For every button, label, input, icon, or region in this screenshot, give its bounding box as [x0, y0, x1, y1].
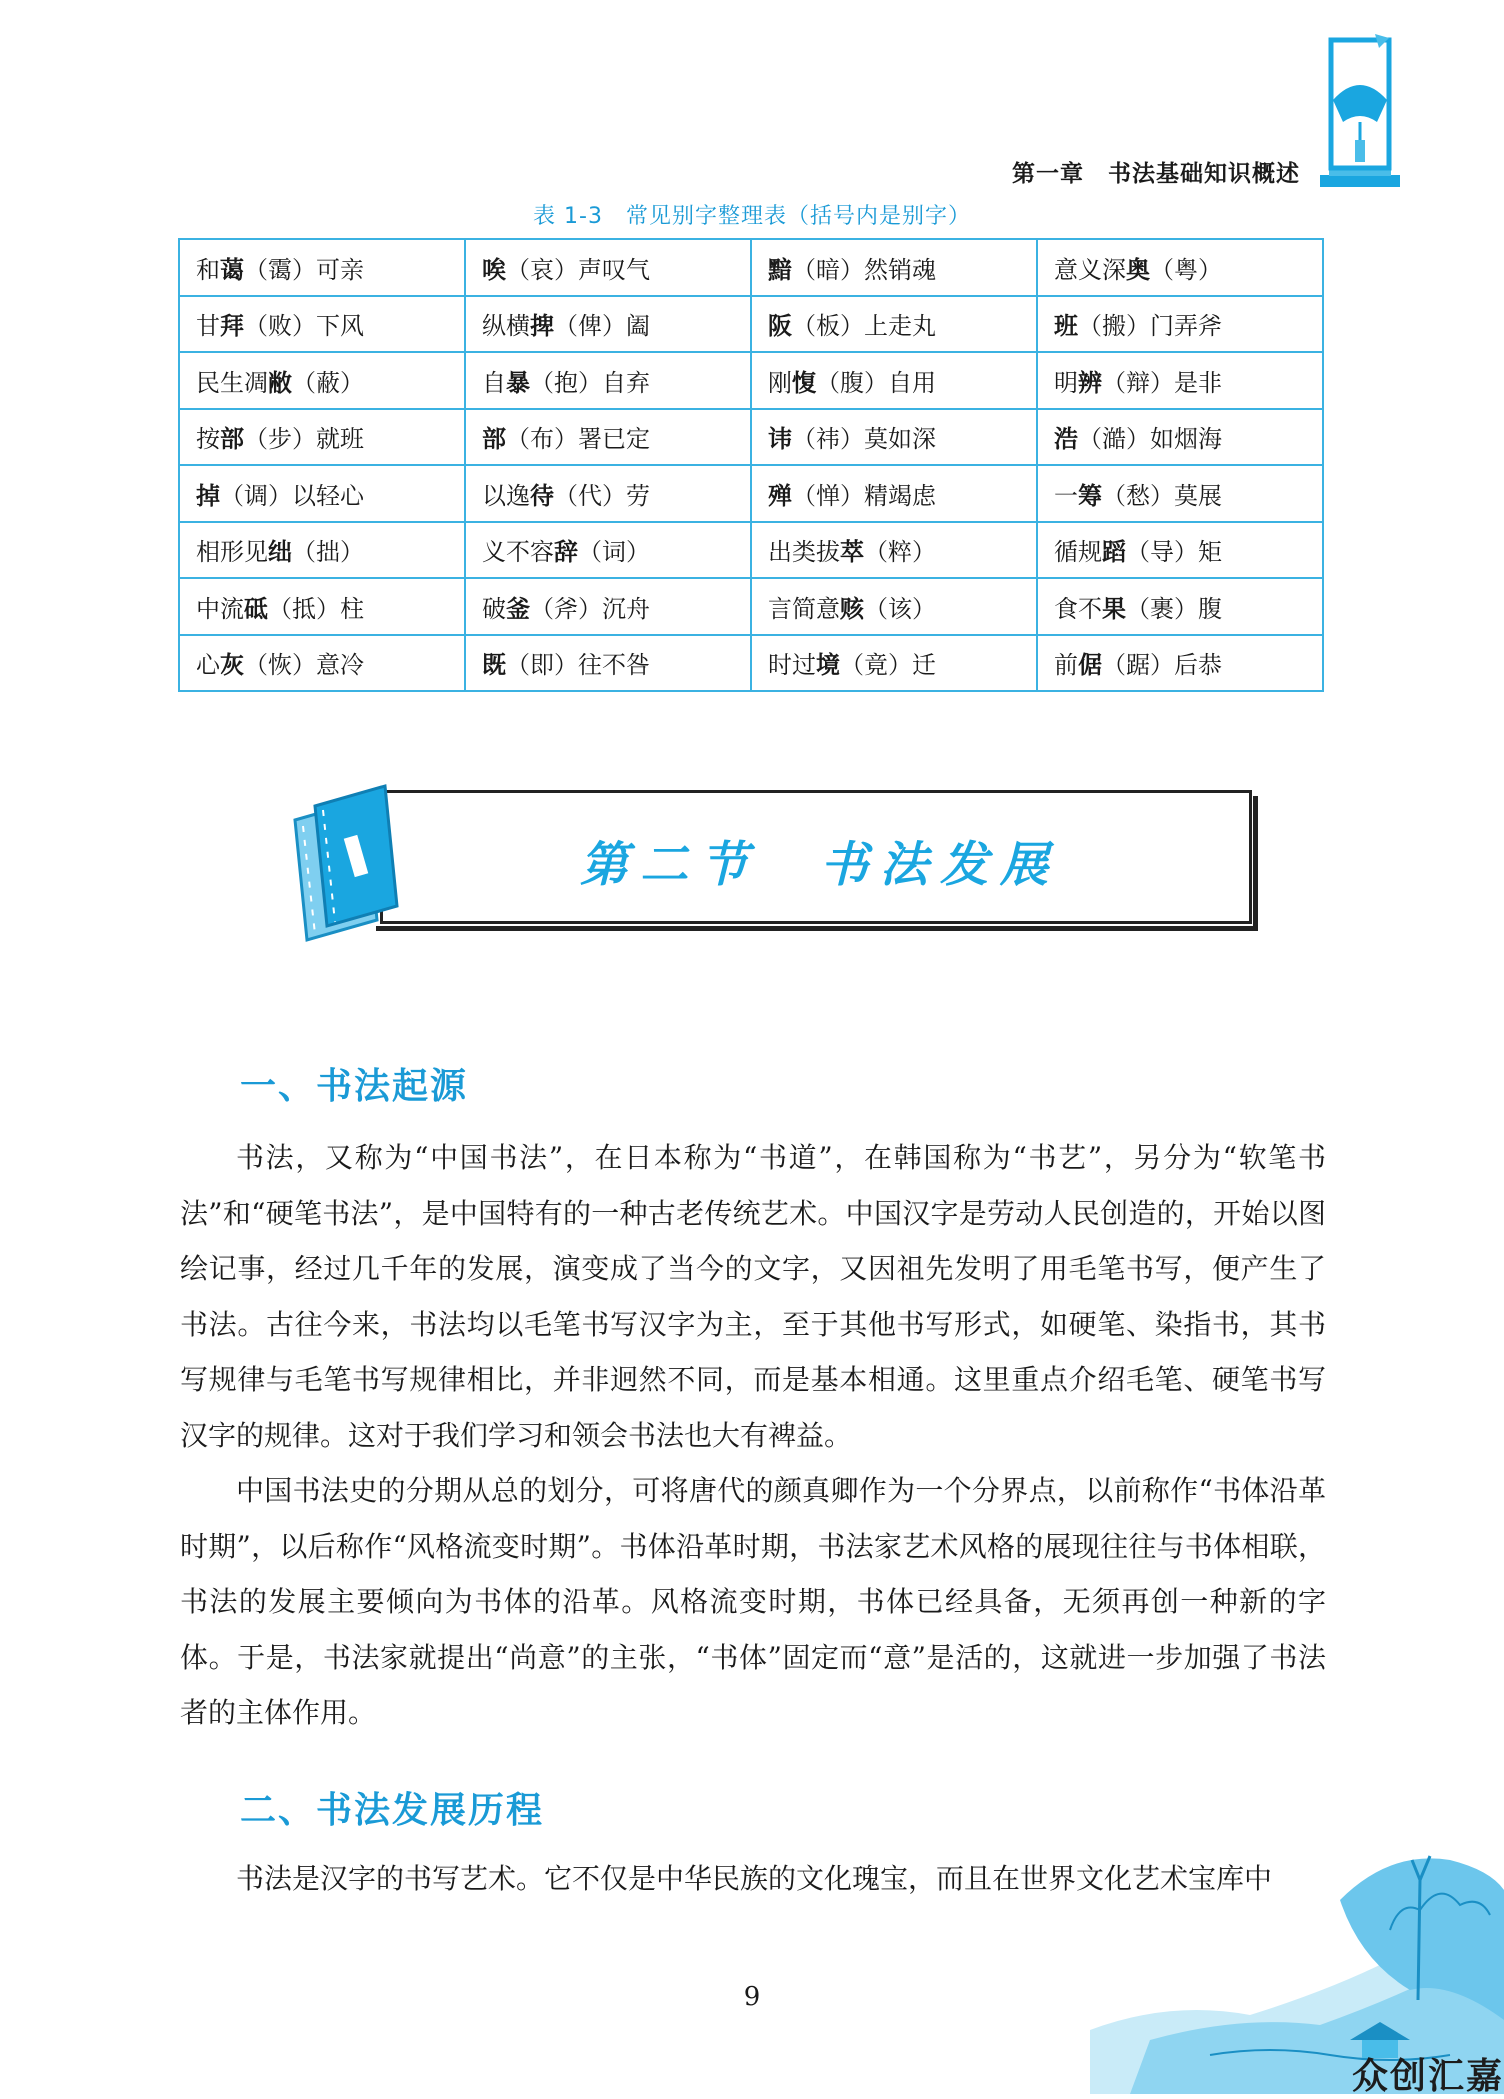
table-cell — [1037, 578, 1323, 635]
table-cell — [1037, 352, 1323, 409]
cell-suffix: （祎）莫如深 — [792, 425, 936, 454]
cell-suffix: （惮）精竭虑 — [792, 481, 936, 510]
correct-character: 捭 — [530, 311, 554, 341]
correct-character: 果 — [1102, 593, 1126, 623]
table-cell — [179, 465, 465, 522]
correct-character: 殚 — [768, 480, 792, 510]
table-cell — [179, 578, 465, 635]
cell-suffix: （步）就班 — [244, 425, 364, 454]
watermark-logo: 众创汇嘉 — [1351, 2056, 1504, 2097]
correct-character: 浩 — [1054, 424, 1078, 454]
cell-suffix: （导）矩 — [1126, 538, 1222, 567]
cell-prefix: 纵横 — [482, 312, 530, 341]
cell-prefix: 出类拔 — [768, 538, 840, 567]
table-row — [179, 635, 1323, 692]
correct-character: 釜 — [506, 593, 530, 623]
cell-suffix: （辩）是非 — [1102, 368, 1222, 397]
correct-character: 灰 — [220, 650, 244, 680]
table-row — [179, 578, 1323, 635]
correct-character: 部 — [482, 424, 506, 454]
correct-character: 倨 — [1078, 650, 1102, 680]
table-cell — [179, 296, 465, 353]
paragraph: 中国书法史的分期从总的划分，可将唐代的颜真卿作为一个分界点，以前称作“书体沿革时期”，以后称作“风格流变时期”。书体沿革时期，书法家艺术风格的展现往往与书体相联，书法的发展主要倾向为书体的沿革。风格流变时期，书体已经具备，无须再创一种新的字体。于是，书法家就提出“尚意”的主张，“书体”固定而“意”是活的，这就进一步加强了书法者的主体作用。 — [180, 1474, 1326, 1729]
correct-character: 班 — [1054, 311, 1078, 341]
table-row — [179, 409, 1323, 466]
cell-prefix: 时过 — [768, 651, 816, 680]
cell-prefix: 明 — [1054, 368, 1078, 397]
correct-character: 萃 — [840, 537, 864, 567]
table-cell — [465, 352, 751, 409]
cell-suffix: （代）劳 — [554, 481, 650, 510]
table-cell — [751, 465, 1037, 522]
table-cell — [465, 465, 751, 522]
cell-suffix: （粤） — [1150, 255, 1222, 284]
vocab-table — [178, 238, 1324, 692]
table-cell — [1037, 465, 1323, 522]
table-cell — [751, 635, 1037, 692]
cell-prefix: 意义深 — [1054, 255, 1126, 284]
correct-character: 境 — [816, 650, 840, 680]
cell-suffix: （抱）自弃 — [530, 368, 650, 397]
cell-suffix: （板）上走丸 — [792, 312, 936, 341]
correct-character: 愎 — [792, 367, 816, 397]
table-cell — [465, 578, 751, 635]
table-cell — [1037, 239, 1323, 296]
cell-prefix: 甘 — [196, 312, 220, 341]
table-cell — [465, 635, 751, 692]
chapter-header: 第一章 书法基础知识概述 — [1012, 160, 1300, 187]
correct-character: 赅 — [840, 593, 864, 623]
cell-suffix: （该） — [864, 594, 936, 623]
correct-character: 阪 — [768, 311, 792, 341]
table-row — [179, 522, 1323, 579]
cell-suffix: （败）下风 — [244, 312, 364, 341]
fan-lantern-ornament-icon — [1315, 30, 1405, 190]
table-cell — [751, 578, 1037, 635]
correct-character: 讳 — [768, 424, 792, 454]
table-cell — [179, 352, 465, 409]
correct-character: 暴 — [506, 367, 530, 397]
table-cell — [751, 522, 1037, 579]
cell-suffix: （调）以轻心 — [220, 481, 364, 510]
table-cell — [751, 239, 1037, 296]
cell-suffix: （粹） — [864, 538, 936, 567]
table-cell — [179, 409, 465, 466]
cell-suffix: （愁）莫展 — [1102, 481, 1222, 510]
cell-prefix: 食不 — [1054, 594, 1102, 623]
cell-prefix: 中流 — [196, 594, 244, 623]
correct-character: 既 — [482, 650, 506, 680]
cell-suffix: （搬）门弄斧 — [1078, 312, 1222, 341]
table-cell — [1037, 409, 1323, 466]
cell-suffix: （拙） — [292, 538, 364, 567]
cell-suffix: （即）往不咎 — [506, 651, 650, 680]
cell-suffix: （踞）后恭 — [1102, 651, 1222, 680]
cell-suffix: （裹）腹 — [1126, 594, 1222, 623]
cell-prefix: 按 — [196, 425, 220, 454]
correct-character: 蔼 — [220, 254, 244, 284]
cell-prefix: 以逸 — [482, 481, 530, 510]
cell-prefix: 自 — [482, 368, 506, 397]
heading-origin: 一、书法起源 — [240, 1065, 469, 1107]
paragraph: 书法，又称为“中国书法”，在日本称为“书道”，在韩国称为“书艺”，另分为“软笔书法”和“硬笔书法”，是中国特有的一种古老传统艺术。中国汉字是劳动人民创造的，开始以图绘记事，经过几千年的发展，演变成了当今的文字，又因祖先发明了用毛笔书写，便产生了书法。古往今来，书法均以毛笔书写汉字为主，至于其他书写形式，如硬笔、染指书，其书写规律与毛笔书写规律相比，并非迥然不同，而是基本相通。这里重点介绍毛笔、硬笔书写汉字的规律。这对于我们学习和领会书法也大有裨益。 — [180, 1141, 1326, 1452]
table-cell — [179, 522, 465, 579]
table-cell — [465, 409, 751, 466]
correct-character: 掉 — [196, 480, 220, 510]
cell-prefix: 破 — [482, 594, 506, 623]
cell-suffix: （布）署已定 — [506, 425, 650, 454]
correct-character: 部 — [220, 424, 244, 454]
table-cell — [1037, 635, 1323, 692]
cell-suffix: （竟）迁 — [840, 651, 936, 680]
cell-suffix: （抵）柱 — [268, 594, 364, 623]
cell-suffix: （蔽） — [292, 368, 364, 397]
table-cell — [465, 522, 751, 579]
cell-prefix: 义不容 — [482, 538, 554, 567]
correct-character: 黯 — [768, 254, 792, 284]
cell-prefix: 刚 — [768, 368, 792, 397]
cell-prefix: 心 — [196, 651, 220, 680]
cell-suffix: （腹）自用 — [816, 368, 936, 397]
cell-prefix: 循规 — [1054, 538, 1102, 567]
cell-prefix: 民生凋 — [196, 368, 268, 397]
correct-character: 敝 — [268, 367, 292, 397]
cell-suffix: （词） — [578, 538, 650, 567]
paragraph: 书法是汉字的书写艺术。它不仅是中华民族的文化瑰宝，而且在世界文化艺术宝库中 — [236, 1862, 1273, 1895]
section-title: 第二节 书法发展 — [580, 837, 1061, 893]
table-cell — [465, 296, 751, 353]
cell-prefix: 和 — [196, 255, 220, 284]
cell-prefix: 相形见 — [196, 538, 268, 567]
cell-suffix: （恢）意冷 — [244, 651, 364, 680]
table-cell — [465, 239, 751, 296]
correct-character: 拜 — [220, 311, 244, 341]
heading-development: 二、书法发展历程 — [240, 1789, 545, 1831]
correct-character: 奥 — [1126, 254, 1150, 284]
books-icon — [285, 780, 435, 950]
cell-suffix: （斧）沉舟 — [530, 594, 650, 623]
table-cell — [1037, 296, 1323, 353]
cell-suffix: （暗）然销魂 — [792, 255, 936, 284]
cell-suffix: （霭）可亲 — [244, 255, 364, 284]
page-number: 9 — [743, 1982, 761, 2012]
correct-character: 辨 — [1078, 367, 1102, 397]
correct-character: 筹 — [1078, 480, 1102, 510]
cell-prefix: 一 — [1054, 481, 1078, 510]
table-caption: 表 1-3 常见别字整理表（括号内是别字） — [533, 204, 971, 229]
correct-character: 待 — [530, 480, 554, 510]
table-cell — [751, 296, 1037, 353]
table-row — [179, 465, 1323, 522]
correct-character: 绌 — [268, 537, 292, 567]
cell-suffix: （俾）阖 — [554, 312, 650, 341]
cell-prefix: 前 — [1054, 651, 1078, 680]
table-row — [179, 296, 1323, 353]
table-cell — [1037, 522, 1323, 579]
table-cell — [179, 239, 465, 296]
cell-prefix: 言简意 — [768, 594, 840, 623]
correct-character: 唉 — [482, 254, 506, 284]
correct-character: 砥 — [244, 593, 268, 623]
cell-suffix: （澔）如烟海 — [1078, 425, 1222, 454]
table-cell — [751, 352, 1037, 409]
table-row — [179, 239, 1323, 296]
cell-suffix: （哀）声叹气 — [506, 255, 650, 284]
table-row — [179, 352, 1323, 409]
correct-character: 蹈 — [1102, 537, 1126, 567]
correct-character: 辞 — [554, 537, 578, 567]
table-cell — [751, 409, 1037, 466]
table-cell — [179, 635, 465, 692]
